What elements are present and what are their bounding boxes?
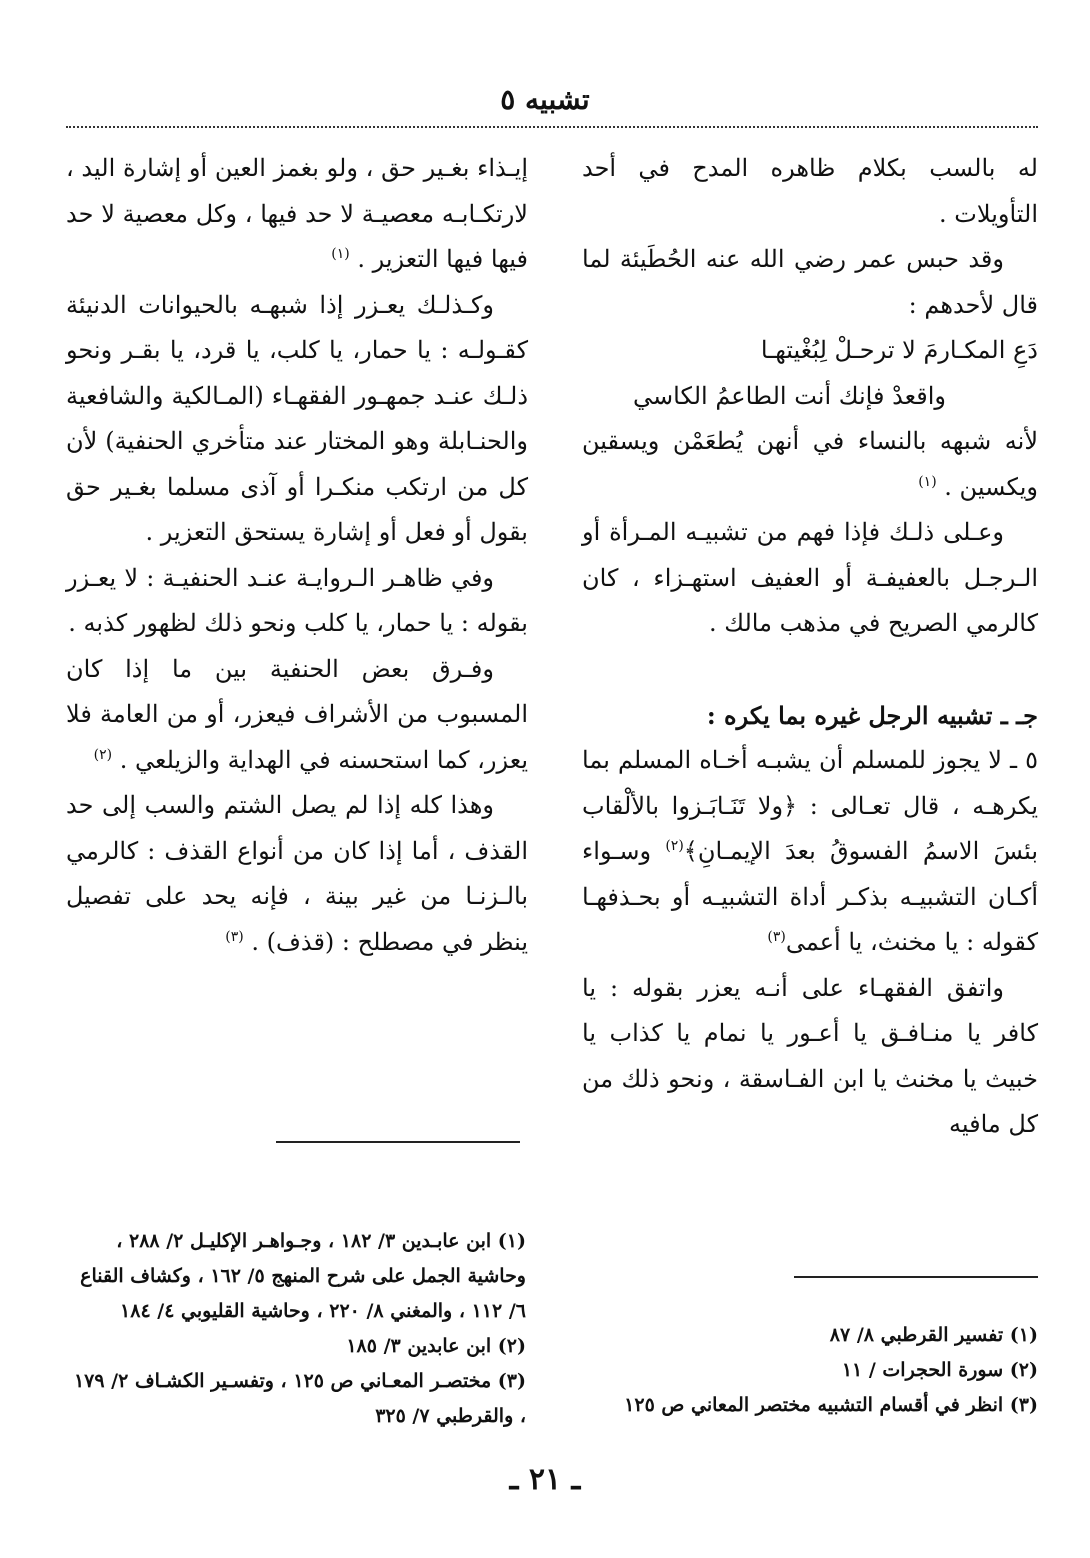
footnote <box>620 1353 1038 1388</box>
paragraph: وفي ظاهـر الـروايـة عنـد الحنفيـة : لا يعـزر بقوله : يا حمار، يا كلب ونحو ذلك لظهور كذبه . <box>66 563 528 637</box>
paragraph-text: لأنه شبهه بالنساء في أنهن يُطعَمْن ويسقين ويكسين . <box>582 427 1038 501</box>
right-column <box>582 146 1038 1148</box>
footnote-text: ابن عابـدين ٣/ ١٨٢ ، وجـواهـر الإكليـل ٢/ ٢٨٨ ، وحاشية الجمل على شرح المنهج ٥/ ١٦٢ ، وكشاف القناع ٦/ ١١٢ ، والمغني ٨/ ٢٢٠ ، وحاشية القليوبي ٤/ ١٨٤ <box>80 1230 526 1322</box>
footnote-text: انظر في أقسام التشبيه مختصر المعاني ص ١٢٥ <box>624 1394 1004 1416</box>
paragraph-text: وسـواء أكـان التشبيـه بذكـر أداة التشبيـه أو بحـذفهـا كقوله : يا مخنث، يا أعمى <box>582 837 1038 956</box>
footnote-number: (٣) <box>1009 1394 1038 1416</box>
footnote-separator <box>276 1141 520 1143</box>
left-column <box>66 146 528 965</box>
paragraph: له بالسب بكلام ظاهره المدح في أحد التأويلات . <box>582 154 1038 228</box>
footnote-ref: (٣) <box>225 928 244 945</box>
paragraph <box>582 237 1038 328</box>
paragraph: وعـلى ذلـك فإذا فهم من تشبيـه المـرأة أو الـرجـل بالعفيفـة أو العفيف استهـزاء ، كان كالرمي الصريح في مذهب مالك . <box>582 518 1038 637</box>
footnote-text: سورة الحجرات / ١١ <box>841 1359 1004 1381</box>
poetry-verse-first: دَعِ المكـارمَ لا ترحـلْ لِبُغْيتهـا <box>760 336 1038 364</box>
paragraph <box>582 419 1038 510</box>
footnote-ref: (٢) <box>93 746 113 763</box>
paragraph <box>66 783 528 965</box>
paragraph-text: وفـرق بعض الحنفية بين ما إذا كان المسبوب من الأشراف فيعزر، أو من العامة فلا يعزر، كما استحسنه في الهداية والزيلعي . <box>66 654 528 774</box>
footnote <box>620 1318 1038 1353</box>
footnote-ref: (١) <box>918 473 937 490</box>
footnote-number: (٢) <box>1009 1359 1038 1381</box>
footnote <box>620 1388 1038 1423</box>
footnote-number: (٢) <box>497 1335 526 1357</box>
running-header: تشبيه ٥ <box>500 83 590 116</box>
paragraph-text: وقد حبس عمر رضي الله عنه الحُطَيئة لما قال لأحدهم : <box>582 245 1038 319</box>
footnote-ref: (١) <box>331 246 350 262</box>
header-dotted-rule <box>66 126 1038 128</box>
page-number: ـ ٢١ ـ <box>509 1462 581 1497</box>
paragraph: وكـذلـك يعـزر إذا شبهـه بالحيوانات الدنيئة كقـولـه : يا حمار، يا كلب، يا قرد، يا بقـر ونحو ذلـك عنـد جمهـور الفقهـاء (المـالكية والشافعية والحنـابلة وهو المختار عند متأخري الحنفية) لأن كل من ارتكب منكـرا أو آذى مسلما بغـير حق بقول أو فعل أو إشارة يستحق التعزير . <box>66 290 528 546</box>
paragraph: واتفق الفقهـاء على أنـه يعزر بقوله : يا كافر يا منـافـق يا أعـور يا نمام يا كذاب يا خبيث يا مخنث يا ابن الفـاسقة ، ونحو ذلك من كل مافيه <box>582 973 1038 1138</box>
paragraph <box>66 647 528 784</box>
paragraph-text: إيـذاء بغـير حق ، ولو بغمز العين أو إشارة اليد ، لارتكـابـه معصيـة لا حد فيها ، وكل معصية لا حد فيها فيها التعزير . <box>66 154 528 273</box>
footnote-ref: (٢) <box>665 838 684 854</box>
footnote <box>66 1224 526 1329</box>
paragraph-text: وهذا كله إذا لم يصل الشتم والسب إلى حد القذف ، أما إذا كان من أنواع القذف : كالرمي بالـزنـا من غير بينة ، فإنه يحد على تفصيل ينظر في مصطلح : (قذف) . <box>66 791 528 956</box>
section-heading: جـ ـ تشبيه الرجل غيره بما يكره : <box>706 700 1038 730</box>
footnote-ref: (٣) <box>767 929 786 945</box>
footnote-separator <box>794 1276 1038 1278</box>
footnote-text: تفسير القرطبي ٨/ ٨٧ <box>829 1324 1004 1346</box>
footnote-text: مختصـر المعـاني ص ١٢٥ ، وتفسـير الكشـاف ٢/ ١٧٩ ، والقرطبي ٧/ ٣٢٥ <box>73 1370 526 1427</box>
footnote-number: (١) <box>497 1230 526 1252</box>
paragraph <box>66 146 528 283</box>
footnotes-right <box>620 1318 1038 1423</box>
footnote <box>66 1329 526 1364</box>
footnote-number: (١) <box>1009 1324 1038 1346</box>
poetry-verse-second: واقعدْ فإنك أنت الطاعمُ الكاسي <box>633 381 946 410</box>
footnotes-left <box>66 1224 526 1434</box>
footnote <box>66 1364 526 1434</box>
footnote-number: (٣) <box>497 1370 526 1392</box>
footnote-text: ابن عابدين ٣/ ١٨٥ <box>346 1335 492 1357</box>
paragraph-text: ٥ ـ لا يجوز للمسلم أن يشبـه أخـاه المسلم بما يكرهـه ، قال تعـالى : ﴿ولا تَنَـابَـزوا بالألْقاب بئسَ الاسمُ الفسوقُ بعدَ الإيمـانِ﴾ <box>582 746 1038 865</box>
paragraph <box>582 738 1038 966</box>
